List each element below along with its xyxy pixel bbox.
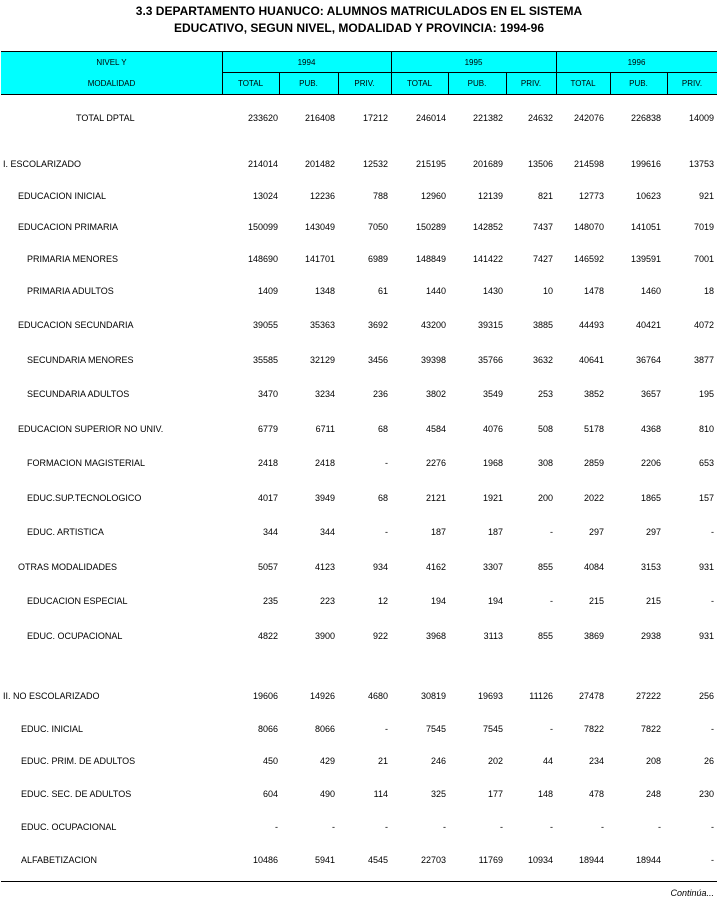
header-pub: PUB. (629, 79, 648, 88)
cell-value: 821 (537, 191, 553, 201)
cell-value: 43200 (420, 320, 446, 330)
cell-value: 2938 (640, 631, 661, 641)
cell-value: 2121 (425, 493, 446, 503)
cell-value: 3852 (583, 389, 604, 399)
cell-value: 40641 (578, 355, 604, 365)
row-label: SECUNDARIA ADULTOS (27, 389, 130, 399)
cell-value: 148690 (247, 254, 278, 264)
cell-value: 6989 (367, 254, 388, 264)
cell-value: 35363 (309, 320, 335, 330)
table-row (0, 456, 718, 470)
header-pub: PUB. (299, 79, 318, 88)
cell-value: 200 (537, 493, 553, 503)
header-priv: PRIV. (520, 79, 542, 88)
cell-value: 44493 (578, 320, 604, 330)
cell-value: 653 (698, 458, 714, 468)
cell-value: 233620 (247, 113, 278, 123)
cell-value: 148070 (573, 222, 604, 232)
cell-value: 142852 (472, 222, 503, 232)
cell-value: 242076 (573, 113, 604, 123)
cell-value: 5057 (257, 562, 278, 572)
cell-value: 13753 (688, 159, 714, 169)
cell-value: 150289 (415, 222, 446, 232)
cell-value: 61 (377, 286, 388, 296)
cell-value: 141701 (304, 254, 335, 264)
table-row (0, 722, 718, 736)
cell-value: 3470 (257, 389, 278, 399)
table-row (0, 189, 718, 203)
cell-value: 44 (542, 756, 553, 766)
header-total: TOTAL (406, 79, 433, 88)
cell-value: - (658, 822, 661, 832)
cell-value: 297 (588, 527, 604, 537)
cell-value: 201689 (472, 159, 503, 169)
cell-value: 1440 (425, 286, 446, 296)
cell-value: 7019 (693, 222, 714, 232)
cell-value: 1409 (257, 286, 278, 296)
cell-value: 10486 (252, 855, 278, 865)
cell-value: - (385, 458, 388, 468)
cell-value: 508 (537, 424, 553, 434)
cell-value: 21 (377, 756, 388, 766)
row-label: EDUCACION SUPERIOR NO UNIV. (18, 424, 164, 434)
cell-value: 325 (430, 789, 446, 799)
cell-value: 12139 (477, 191, 503, 201)
cell-value: 12236 (309, 191, 335, 201)
cell-value: 14009 (688, 113, 714, 123)
cell-value: 35766 (477, 355, 503, 365)
cell-value: 4072 (693, 320, 714, 330)
cell-value: 11126 (529, 691, 553, 701)
cell-value: 3632 (532, 355, 553, 365)
cell-value: 17212 (362, 113, 388, 123)
cell-value: 202 (487, 756, 503, 766)
table-row (0, 318, 718, 332)
cell-value: 3692 (367, 320, 388, 330)
cell-value: 3869 (583, 631, 604, 641)
table-row (0, 560, 718, 574)
cell-value: 12 (377, 596, 388, 606)
cell-value: 246014 (415, 113, 446, 123)
header-nivel: NIVEL Y (96, 58, 127, 67)
cell-value: 810 (698, 424, 714, 434)
row-label: EDUCACION ESPECIAL (27, 596, 128, 606)
cell-value: 3307 (482, 562, 503, 572)
cell-value: 143049 (304, 222, 335, 232)
cell-value: 208 (645, 756, 661, 766)
cell-value: 27222 (635, 691, 661, 701)
cell-value: - (385, 724, 388, 734)
cell-value: 4162 (425, 562, 446, 572)
cell-value: 3900 (314, 631, 335, 641)
table-title-line-2: EDUCATIVO, SEGUN NIVEL, MODALIDAD Y PROVINCIA: 1994-96 (173, 21, 545, 35)
cell-value: 3877 (693, 355, 714, 365)
cell-value: - (711, 855, 714, 865)
row-label: FORMACION MAGISTERIAL (27, 458, 146, 468)
cell-value: 4584 (425, 424, 446, 434)
header-priv: PRIV. (681, 79, 703, 88)
row-label: EDUC. SEC. DE ADULTOS (21, 789, 132, 799)
cell-value: 490 (319, 789, 335, 799)
cell-value: 3968 (425, 631, 446, 641)
cell-value: 148 (537, 789, 553, 799)
table-row (0, 629, 718, 643)
cell-value: 12532 (362, 159, 388, 169)
cell-value: 931 (698, 562, 714, 572)
cell-value: 24632 (527, 113, 553, 123)
cell-value: 30819 (420, 691, 446, 701)
cell-value: 194 (487, 596, 503, 606)
cell-value: 4123 (314, 562, 335, 572)
cell-value: 201482 (304, 159, 335, 169)
table-row (0, 284, 718, 298)
cell-value: 214598 (573, 159, 604, 169)
cell-value: - (711, 527, 714, 537)
header-priv: PRIV. (354, 79, 375, 88)
cell-value: 12773 (578, 191, 604, 201)
cell-value: 7822 (640, 724, 661, 734)
cell-value: 19606 (252, 691, 278, 701)
cell-value: 855 (537, 562, 553, 572)
row-label: II. NO ESCOLARIZADO (3, 691, 100, 701)
cell-value: 150099 (247, 222, 278, 232)
row-label: I. ESCOLARIZADO (3, 159, 82, 169)
cell-value: 4084 (583, 562, 604, 572)
cell-value: 788 (372, 191, 388, 201)
row-label: OTRAS MODALIDADES (18, 562, 118, 572)
cell-value: 3153 (640, 562, 661, 572)
cell-value: 8066 (314, 724, 335, 734)
cell-value: 223 (319, 596, 335, 606)
cell-value: 114 (373, 789, 388, 799)
continua-note: Continúa... (670, 888, 714, 898)
cell-value: 214014 (247, 159, 278, 169)
cell-value: 5941 (314, 855, 335, 865)
cell-value: 297 (645, 527, 661, 537)
cell-value: 429 (319, 756, 335, 766)
cell-value: 344 (319, 527, 335, 537)
cell-value: 934 (372, 562, 388, 572)
row-label: EDUC.SUP.TECNOLOGICO (27, 493, 142, 503)
table-row (0, 853, 718, 867)
cell-value: 7545 (425, 724, 446, 734)
table-row (0, 387, 718, 401)
table-row (0, 422, 718, 436)
header-year-1995: 1995 (464, 58, 483, 67)
row-label: TOTAL DPTAL (76, 113, 135, 123)
cell-value: 234 (588, 756, 604, 766)
cell-value: 226838 (630, 113, 661, 123)
cell-value: 2022 (583, 493, 604, 503)
row-label: EDUCACION PRIMARIA (18, 222, 119, 232)
cell-value: 10623 (635, 191, 661, 201)
cell-value: 10934 (527, 855, 553, 865)
cell-value: 3113 (483, 631, 503, 641)
cell-value: - (275, 822, 278, 832)
cell-value: 3657 (640, 389, 661, 399)
table-row (0, 491, 718, 505)
cell-value: 1460 (640, 286, 661, 296)
table-row (0, 220, 718, 234)
table-row (0, 252, 718, 266)
cell-value: 246 (430, 756, 446, 766)
cell-value: 256 (698, 691, 714, 701)
cell-value: 194 (430, 596, 446, 606)
cell-value: 187 (487, 527, 503, 537)
table-row (0, 353, 718, 367)
header-total: TOTAL (570, 79, 596, 88)
cell-value: 32129 (309, 355, 335, 365)
cell-value: 26 (703, 756, 714, 766)
row-label: PRIMARIA ADULTOS (27, 286, 114, 296)
cell-value: 68 (377, 424, 388, 434)
cell-value: 19693 (477, 691, 503, 701)
cell-value: 248 (645, 789, 661, 799)
table-row (0, 525, 718, 539)
cell-value: 14926 (309, 691, 335, 701)
cell-value: 308 (537, 458, 553, 468)
cell-value: - (711, 724, 714, 734)
cell-value: 931 (698, 631, 714, 641)
cell-value: 215 (588, 596, 604, 606)
cell-value: 7427 (532, 254, 553, 264)
cell-value: 6711 (315, 424, 335, 434)
cell-value: 6779 (257, 424, 278, 434)
cell-value: 3949 (314, 493, 335, 503)
cell-value: 3885 (532, 320, 553, 330)
cell-value: 4017 (257, 493, 278, 503)
cell-value: 1865 (640, 493, 661, 503)
cell-value: 922 (372, 631, 388, 641)
cell-value: 199616 (630, 159, 661, 169)
cell-value: 40421 (635, 320, 661, 330)
row-label: EDUC. OCUPACIONAL (27, 631, 123, 641)
table-row (0, 594, 718, 608)
cell-value: 10 (542, 286, 553, 296)
cell-value: 13024 (252, 191, 278, 201)
cell-value: 39055 (252, 320, 278, 330)
cell-value: 344 (262, 527, 278, 537)
cell-value: - (711, 822, 714, 832)
cell-value: 157 (698, 493, 714, 503)
cell-value: 3456 (367, 355, 388, 365)
cell-value: 253 (537, 389, 553, 399)
table-row (0, 754, 718, 768)
cell-value: 8066 (257, 724, 278, 734)
cell-value: 141422 (472, 254, 503, 264)
cell-value: 139591 (630, 254, 661, 264)
cell-value: 148849 (415, 254, 446, 264)
cell-value: 5178 (583, 424, 604, 434)
row-label: EDUC. INICIAL (21, 724, 84, 734)
table-row (0, 820, 718, 834)
header-modalidad: MODALIDAD (87, 79, 136, 88)
cell-value: 39398 (420, 355, 446, 365)
cell-value: 7545 (482, 724, 503, 734)
cell-value: 3234 (314, 389, 335, 399)
cell-value: 1968 (482, 458, 503, 468)
cell-value: 12960 (420, 191, 446, 201)
row-label: SECUNDARIA MENORES (27, 355, 134, 365)
row-label: ALFABETIZACION (21, 855, 98, 865)
cell-value: 2418 (257, 458, 278, 468)
header-total: TOTAL (237, 79, 264, 88)
cell-value: 2418 (314, 458, 335, 468)
bottom-rule (1, 881, 717, 882)
cell-value: 39315 (477, 320, 503, 330)
cell-value: 478 (588, 789, 604, 799)
row-label: EDUC. ARTISTICA (27, 527, 104, 537)
cell-value: 146592 (573, 254, 604, 264)
cell-value: 221382 (472, 113, 503, 123)
cell-value: 450 (262, 756, 278, 766)
cell-value: 3549 (482, 389, 503, 399)
cell-value: 235 (262, 596, 278, 606)
cell-value: 215195 (415, 159, 446, 169)
cell-value: 18944 (578, 855, 604, 865)
cell-value: 215 (645, 596, 661, 606)
row-label: PRIMARIA MENORES (27, 254, 119, 264)
cell-value: - (550, 822, 553, 832)
cell-value: 13506 (527, 159, 553, 169)
cell-value: 4680 (367, 691, 388, 701)
table-row (0, 157, 718, 171)
cell-value: - (443, 822, 446, 832)
header-year-1994: 1994 (297, 58, 316, 67)
cell-value: 18 (703, 286, 714, 296)
cell-value: 27478 (578, 691, 604, 701)
cell-value: 22703 (420, 855, 446, 865)
cell-value: 230 (698, 789, 714, 799)
cell-value: 187 (430, 527, 446, 537)
cell-value: 4822 (257, 631, 278, 641)
cell-value: 7437 (532, 222, 553, 232)
cell-value: 1478 (583, 286, 604, 296)
cell-value: 4076 (482, 424, 503, 434)
cell-value: 855 (537, 631, 553, 641)
cell-value: 2276 (425, 458, 446, 468)
row-label: EDUC. OCUPACIONAL (21, 822, 117, 832)
cell-value: 236 (372, 389, 388, 399)
cell-value: 921 (698, 191, 714, 201)
cell-value: 35585 (252, 355, 278, 365)
table-title-line-1: 3.3 DEPARTAMENTO HUANUCO: ALUMNOS MATRICULADOS EN EL SISTEMA (135, 4, 583, 18)
table-header (1, 51, 717, 95)
cell-value: 195 (698, 389, 714, 399)
row-label: EDUCACION SECUNDARIA (18, 320, 134, 330)
table-row (0, 689, 718, 703)
cell-value: 4368 (640, 424, 661, 434)
cell-value: - (550, 724, 553, 734)
cell-value: 7050 (367, 222, 388, 232)
cell-value: 177 (487, 789, 503, 799)
cell-value: 216408 (304, 113, 335, 123)
cell-value: - (601, 822, 604, 832)
cell-value: 1921 (482, 493, 503, 503)
cell-value: - (550, 596, 553, 606)
cell-value: 1348 (314, 286, 335, 296)
cell-value: 141051 (630, 222, 661, 232)
cell-value: - (332, 822, 335, 832)
cell-value: - (711, 596, 714, 606)
cell-value: 11769 (478, 855, 503, 865)
row-label: EDUCACION INICIAL (18, 191, 107, 201)
cell-value: 7822 (583, 724, 604, 734)
cell-value: 36764 (635, 355, 661, 365)
cell-value: - (500, 822, 503, 832)
cell-value: 4545 (367, 855, 388, 865)
table-row (0, 111, 718, 125)
cell-value: - (550, 527, 553, 537)
cell-value: - (385, 822, 388, 832)
cell-value: 1430 (482, 286, 503, 296)
cell-value: 604 (262, 789, 278, 799)
row-label: EDUC. PRIM. DE ADULTOS (21, 756, 136, 766)
header-pub: PUB. (467, 79, 487, 88)
cell-value: 2206 (640, 458, 661, 468)
cell-value: 7001 (693, 254, 714, 264)
cell-value: 68 (377, 493, 388, 503)
header-year-1996: 1996 (627, 58, 646, 67)
cell-value: - (385, 527, 388, 537)
cell-value: 18944 (635, 855, 661, 865)
table-row (0, 787, 718, 801)
cell-value: 2859 (583, 458, 604, 468)
cell-value: 3802 (425, 389, 446, 399)
